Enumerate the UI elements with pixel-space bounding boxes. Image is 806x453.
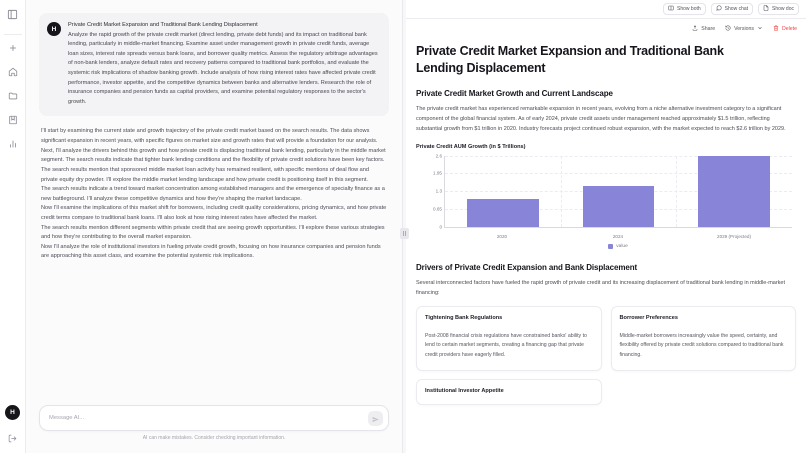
message-title: Private Credit Market Expansion and Traditional Bank Lending Displacement — [68, 22, 258, 28]
user-message-card — [39, 13, 389, 116]
disclaimer-text: AI can make mistakes. Consider checking important information. — [142, 435, 286, 441]
logout-icon — [8, 434, 17, 443]
versions-button[interactable] — [725, 25, 763, 33]
pane-divider[interactable] — [403, 0, 406, 453]
new-chat-button[interactable] — [4, 39, 22, 57]
history-icon — [725, 25, 731, 33]
bar-slot — [445, 156, 561, 227]
legend-label: value — [616, 243, 628, 249]
panel-split-icon — [668, 5, 674, 13]
share-button[interactable] — [692, 25, 715, 33]
bar-2024[interactable] — [583, 186, 655, 227]
show-doc-button[interactable] — [758, 3, 799, 15]
avatar[interactable]: H — [5, 405, 20, 420]
assistant-paragraph: I'll start by examining the current state and growth trajectory of the private credit market based on the search results. The data shows significant expansion in recent years, with specific figures on market size and growth rates that will provide a foundation for our analysis. — [41, 128, 378, 145]
assistant-paragraph: Now I'll analyze the role of institutional investors in fueling private credit growth, focusing on how insurance companies and pension funds are approaching this asset class, and examine the potential systemic risk implications. — [41, 243, 381, 260]
card-title: Tightening Bank Regulations — [425, 314, 503, 321]
resize-grip-icon[interactable] — [400, 228, 409, 239]
panel-icon — [7, 9, 18, 20]
document-icon — [763, 5, 769, 13]
message-input[interactable] — [49, 415, 368, 421]
assistant-paragraph: The search results indicate a trend toward market concentration among established managers and the emergence of specialty finance as a new battleground. I'll analyze these competitive dynamics and how they're shaping the market landscape. — [41, 186, 385, 202]
aum-growth-chart — [416, 154, 796, 250]
driver-card — [611, 306, 797, 371]
legend-swatch-icon — [608, 244, 613, 249]
document-action-toolbar — [406, 19, 806, 38]
composer-area — [26, 405, 402, 453]
share-icon — [692, 25, 698, 33]
bar-slot — [676, 156, 792, 227]
x-tick-label: 2029 (Projected) — [717, 233, 751, 239]
card-text: Middle-market borrowers increasingly value the speed, certainty, and flexibility offered by private credit solutions compared to traditional bank financing. — [619, 332, 784, 358]
y-tick-label: 0 — [439, 224, 442, 230]
folder-icon — [8, 91, 18, 101]
document-title: Private Credit Market Expansion and Traditional Bank Lending Displacement — [416, 44, 724, 75]
show-both-label: Show both — [677, 6, 701, 12]
section-heading-1: Private Credit Market Growth and Current Landscape — [416, 89, 613, 98]
plus-icon — [8, 43, 18, 53]
y-tick-label: 1.95 — [433, 170, 442, 176]
message-body — [68, 21, 380, 107]
trash-icon — [773, 25, 779, 33]
sidebar-toggle-button[interactable] — [4, 5, 22, 23]
driver-card-grid-next — [416, 379, 796, 405]
send-button[interactable] — [368, 411, 383, 426]
share-label: Share — [701, 25, 716, 32]
left-rail — [0, 0, 26, 453]
send-icon — [372, 411, 379, 426]
chat-pane — [26, 0, 403, 453]
assistant-paragraph: Now I'll examine the implications of this market shift for borrowers, including credit quality considerations, pricing dynamics, and how private credit terms compare to traditional bank loans. I'll also look at how rising interest rates have affected the market. — [41, 205, 387, 221]
chart-caption: Private Credit AUM Growth (in $ Trillions) — [416, 143, 526, 150]
projects-button[interactable] — [4, 87, 22, 105]
y-tick-label: 2.6 — [435, 153, 442, 159]
assistant-paragraph: Next, I'll analyze the drivers behind this growth and how private credit is displacing traditional bank lending, particularly in the middle market segment. The search results indicate that tighter bank lending conditions and the flexibility of private credit solutions have been key factors. — [41, 147, 386, 164]
book-icon — [8, 115, 18, 125]
show-doc-label: Show doc — [772, 6, 794, 12]
analytics-button[interactable] — [4, 135, 22, 153]
show-both-button[interactable] — [663, 3, 706, 15]
card-text: Post-2008 financial crisis regulations have constrained banks' ability to lend to certain market segments, creating a financing gap that private credit providers have eagerly filled. — [425, 332, 587, 358]
card-title: Institutional Investor Appetite — [425, 387, 504, 394]
chart-plot-area — [433, 153, 792, 230]
bar-2029[interactable] — [698, 156, 770, 227]
bar-2020[interactable] — [467, 199, 539, 226]
assistant-paragraph: The search results mention that sponsored middle market loan activity has remained resilient, with specific mentions of deal flow and private equity dry powder. I'll explore the middle market lending landscape and how private credit is positioning itself in this segment. — [41, 166, 370, 183]
versions-label: Versions — [734, 25, 754, 32]
x-tick-label: 2024 — [612, 233, 624, 239]
chart-x-labels — [444, 234, 792, 239]
home-icon — [8, 67, 18, 77]
bar-slot — [561, 156, 677, 227]
card-title: Borrower Preferences — [619, 314, 678, 321]
rail-divider — [4, 34, 22, 35]
logout-button[interactable] — [4, 429, 22, 447]
section-paragraph-1: The private credit market has experienced remarkable expansion in recent years, evolving from a niche alternative investment category to a significant component of the global financial system. As of early 2024, private credit assets under management reached approximately $1.5 trillion, reflecting substantial growth from $1 trillion in 2020. Industry forecasts project continued robust expansion, with the market expected to reach $2.6 trillion by 2029. — [416, 106, 786, 133]
x-tick-label: 2020 — [496, 233, 508, 239]
rail-bottom-group — [4, 405, 22, 453]
delete-label: Delete — [782, 25, 797, 32]
show-chat-button[interactable] — [711, 3, 753, 15]
composer[interactable] — [39, 405, 389, 431]
message-avatar: H — [47, 22, 61, 36]
show-chat-label: Show chat — [724, 6, 749, 12]
assistant-message — [39, 127, 389, 262]
chart-legend — [444, 244, 792, 249]
library-button[interactable] — [4, 111, 22, 129]
chat-scroll-area[interactable] — [26, 0, 402, 405]
chat-bubble-icon — [716, 5, 722, 13]
delete-button[interactable] — [773, 25, 797, 33]
document-scroll-area[interactable] — [406, 38, 806, 453]
y-tick-label: 1.3 — [435, 188, 442, 194]
view-mode-toolbar — [406, 0, 806, 19]
driver-card — [416, 306, 602, 371]
bar-chart-icon — [8, 139, 18, 149]
driver-card-grid — [416, 306, 796, 371]
message-text: Analyze the rapid growth of the private credit market (direct lending, private debt funds) and its impact on traditional bank lending, particularly in middle-market financing. Examine asset under management growth in private credit funds, average loan sizes, interest rate spreads versus bank loans, and borrower quality metrics. Assess the regulatory arbitrage advantages of non-bank lenders, analyze default rates and recovery patterns compared to traditional bank portfolios, and evaluate the systemic risk implications of shadow banking growth. Include analysis of how rising interest rates have affected private credit performance, investor appetite, and the competitive dynamics between banks and alternative lenders. Research the role of insurance companies and pension funds as capital providers, and examine potential regulatory responses to the sector's growth. — [68, 31, 378, 105]
assistant-paragraph: The search results mention different segments within private credit that are seeing growth opportunities. I'll explore these various strategies and how they're contributing to the overall market expansion. — [41, 224, 385, 241]
driver-card — [416, 379, 602, 405]
chevron-down-icon — [757, 25, 763, 33]
driver-card-placeholder — [611, 379, 797, 405]
home-button[interactable] — [4, 63, 22, 81]
section-heading-2: Drivers of Private Credit Expansion and Bank Displacement — [416, 262, 638, 272]
y-tick-label: 0.65 — [433, 206, 442, 212]
chart-bars — [445, 156, 792, 227]
document-pane — [406, 0, 806, 453]
section-paragraph-2: Several interconnected factors have fueled the rapid growth of private credit and its increasing displacement of traditional bank lending in middle-market financing: — [416, 279, 786, 296]
rail-top-group — [0, 0, 25, 159]
